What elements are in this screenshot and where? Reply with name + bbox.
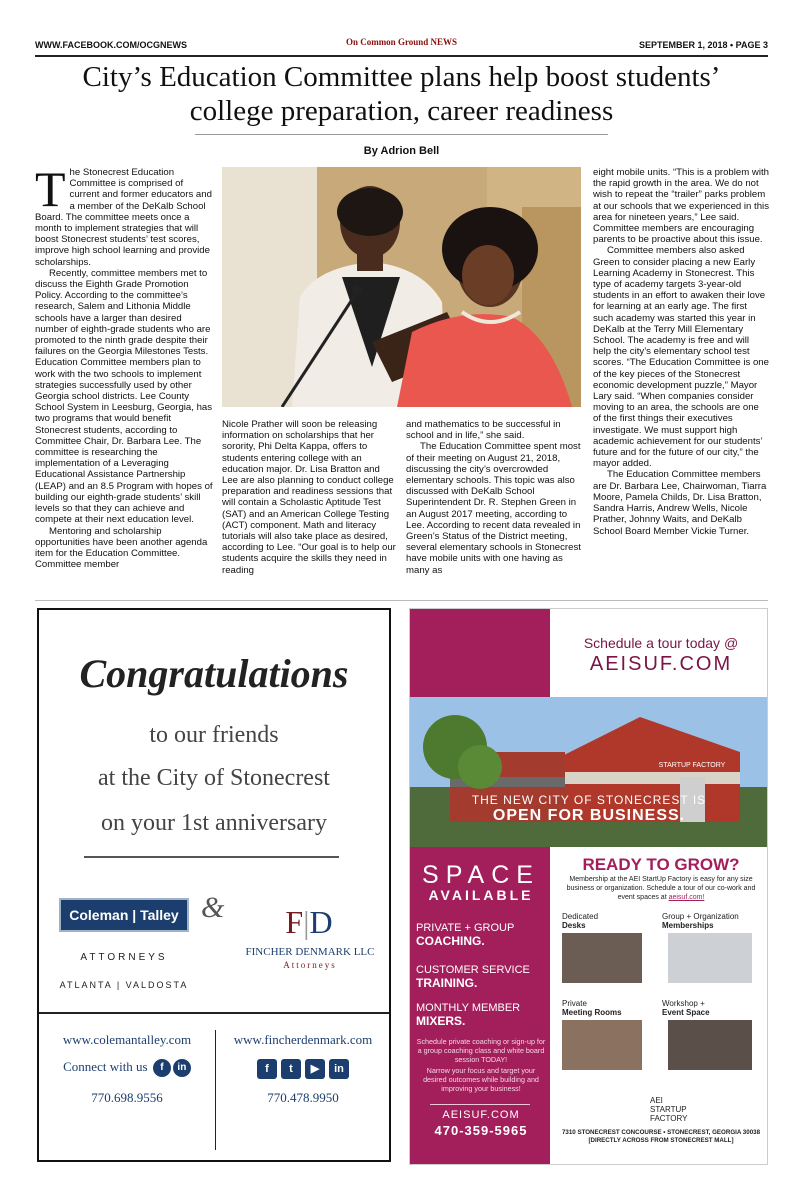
ampersand: & xyxy=(201,891,225,924)
article-column-1 xyxy=(35,161,213,571)
ready-link[interactable]: aeisuf.com! xyxy=(668,894,705,901)
fincher-denmark-name: FINCHER DENMARK LLC xyxy=(245,946,375,958)
training-item: CUSTOMER SERVICE TRAINING. xyxy=(416,964,530,990)
paragraph: Mentoring and scholarship opportunities have been another agenda item for the Education Committee. Committee member xyxy=(35,525,208,571)
fincher-phone: 770.478.9950 xyxy=(267,1090,339,1105)
website-url[interactable]: WWW.FACEBOOK.COM/OCGNEWS xyxy=(35,40,187,50)
article-photo xyxy=(222,167,581,407)
paragraph: The Education Committee members are Dr. Barbara Lee, Chairwoman, Tiarra Moore, Pamela Childs, Dr. Lisa Bratton, Sandra Harris, Andrew Wells, Nicole Prather, Johnny Waits, and DeKalb School Board Member Vickie Turner. xyxy=(593,469,767,537)
ad-divider-2 xyxy=(39,1012,389,1014)
headline-line-1: City’s Education Committee plans help boost students’ xyxy=(82,61,721,93)
meeting-rooms-photo xyxy=(562,1020,642,1070)
feature-memberships: Group + Organization Memberships xyxy=(662,912,739,930)
paragraph: The Education Committee spent most of their meeting on August 21, 2018, discussing the city’s overcrowded elementary schools. This topic was also discussed with DeKalb School Superintendent Dr. R. Stephen Green in an August 2017 meeting, according to Lee. According to recent data revealed in Green’s Status of the District meeting, several elementary schools in Stonecrest have mobile units with one having as many as xyxy=(406,441,581,576)
section-divider xyxy=(35,600,768,601)
paragraph: Committee members also asked Green to consider placing a new Early Learning Academy in Stonecrest. This type of academy targets 3-year-old students in an effort to awaken their love for learning at an early age. The first such academy was started this year in DeKalb at the Terry Mill Elementary School. The academy is free and will help the city’s elementary school test scores. “The Education Committee is one of the key pieces of the Stonecrest economic development puzzle,” Mayor Lary said. “When companies consider moving to an area, the schools are one of the first things their executives investigate. We must support high academic achievement for our students’ future and for the future of our city,” the mayor added. xyxy=(593,245,769,470)
feature-meeting-rooms: Private Meeting Rooms xyxy=(562,999,622,1017)
facebook-icon[interactable]: f xyxy=(153,1059,171,1077)
memberships-photo xyxy=(668,933,752,983)
ready-heading: READY TO GROW? xyxy=(582,855,740,874)
event-space-photo xyxy=(668,1020,752,1070)
coaching-item: PRIVATE + GROUP COACHING. xyxy=(416,922,515,948)
sidebar-divider xyxy=(430,1104,530,1105)
headline-rule xyxy=(195,134,608,135)
fincher-social-icons xyxy=(217,1059,389,1079)
coleman-website[interactable]: www.colemantalley.com xyxy=(62,1032,192,1047)
paragraph: Recently, committee members met to discuss the Eighth Grade Promotion Policy. According to the committee’s research, Salem and Lithonia Middle schools have a larger than desired number of eighth-grade students who are promoted to the ninth grade despite their failures on the Georgia Milestones Tests. Education Committee members plan to work with the two schools to implement strategies successfully used by other Georgia school districts. Lee County School System in Leesburg, Georgia, has two programs that would benefit Stonecrest students, according to Committee Chair, Dr. Barbara Lee. The committee is researching the implementation of a Leveraging Educational Assistance Partnership (LEAP) and an 8.5 Program with hopes of building our eighth-grade students’ skill levels so that they can achieve and compete at their next education level. xyxy=(35,267,213,526)
youtube-icon[interactable]: ▶ xyxy=(305,1059,325,1079)
linkedin-icon[interactable]: in xyxy=(329,1059,349,1079)
mixers-item: MONTHLY MEMBER MIXERS. xyxy=(416,1002,521,1028)
header-rule xyxy=(35,55,768,57)
tour-text: Schedule a tour today @ xyxy=(583,635,739,651)
sidebar-phone: 470-359-5965 xyxy=(434,1123,528,1138)
building-sign: STARTUP FACTORY xyxy=(658,762,726,769)
article-column-4 xyxy=(593,167,769,537)
paragraph: and mathematics to be successful in school and in life,” she said. xyxy=(406,419,561,442)
date-page: SEPTEMBER 1, 2018 • PAGE 3 xyxy=(638,40,768,50)
linkedin-icon[interactable]: in xyxy=(173,1059,191,1077)
open-line: OPEN FOR BUSINESS. xyxy=(492,807,686,824)
paragraph: Nicole Prather will soon be releasing information on scholarships that her sorority, Phi Delta Kappa, offers to students entering college with an education major. Dr. Lisa Bratton and Lee are also planning to conduct college preparation and readiness sessions that will contain a Scholastic Aptitude Test (SAT) and an American College Testing (ACT) component. Math and literacy tutorials will also take place as desired, according to Lee. “Our goal is to help our students acquire the skills they need in reading xyxy=(222,419,396,576)
desks-photo xyxy=(562,933,642,983)
ready-text: Membership at the AEI StartUp Factory is easy for any size business or organization. Schedule a tour of our co-work and event spaces at aeisuf.com! xyxy=(566,876,756,901)
space-heading: SPACE xyxy=(422,861,540,889)
page-header xyxy=(35,37,768,54)
open-for-business-banner xyxy=(410,793,768,825)
available-heading: AVAILABLE xyxy=(428,887,534,903)
byline: By Adrion Bell xyxy=(363,145,440,157)
tour-website[interactable]: AEISUF.COM xyxy=(589,653,733,675)
ad-vertical-divider xyxy=(215,1030,216,1150)
aei-logo: AEI STARTUP FACTORY xyxy=(650,1096,688,1123)
congratulations-ad xyxy=(37,608,391,1162)
coaching-note: Schedule private coaching or sign-up for a group coaching class and white board session TODAY! xyxy=(416,1037,546,1064)
feature-event-space: Workshop + Event Space xyxy=(662,999,710,1017)
drop-cap: T xyxy=(35,161,66,217)
feature-desks: Dedicated Desks xyxy=(562,912,599,930)
congrats-line-2: at the City of Stonecrest xyxy=(98,765,330,791)
congrats-heading: Congratulations xyxy=(79,651,349,696)
congrats-line-1: to our friends xyxy=(149,722,279,748)
fincher-denmark-logo: F|D xyxy=(285,904,333,940)
facebook-icon[interactable]: f xyxy=(257,1059,277,1079)
focus-note: Narrow your focus and target your desired outcomes while building and improving your business! xyxy=(423,1066,539,1093)
article-column-3 xyxy=(406,419,582,576)
headline-line-2: college preparation, career readiness xyxy=(189,95,614,127)
headline xyxy=(30,60,773,128)
city-line: THE NEW CITY OF STONECREST IS xyxy=(471,793,707,807)
article-column-2 xyxy=(222,419,398,576)
photo-women-at-podium xyxy=(222,167,581,407)
twitter-icon[interactable]: t xyxy=(281,1059,301,1079)
fincher-denmark-sub: Attorneys xyxy=(283,960,337,970)
coleman-locations: ATLANTA | VALDOSTA xyxy=(59,980,189,990)
coleman-attorneys-label: ATTORNEYS xyxy=(80,952,168,963)
congrats-line-3: on your 1st anniversary xyxy=(101,810,327,836)
fincher-website[interactable]: www.fincherdenmark.com xyxy=(233,1032,373,1047)
sidebar-website[interactable]: AEISUF.COM xyxy=(442,1109,520,1121)
aei-startup-factory-ad xyxy=(409,608,768,1165)
paragraph: eight mobile units. “This is a problem with the rapid growth in the area. We do not wish to repeat the “trailer” parks problem at our schools that we experienced in this area for nineteen years,” Lee said. Committee members are encouraging parents to be proactive about this issue. xyxy=(593,167,769,246)
coleman-talley-logo: Coleman | Talley xyxy=(59,898,189,932)
connect-with-us: Connect with us f in xyxy=(39,1059,215,1077)
paragraph: The Stonecrest Education Committee is comprised of current and former educators and a member of the DeKalb School Board. The committee meets once a month to implement strategies that will boost Stonecrest students’ test scores, improve high school learning and provide scholarships. xyxy=(35,161,212,268)
aei-address: 7310 STONECREST CONCOURSE • STONECREST, GEORGIA 30038 [DIRECTLY ACROSS FROM STONECREST MALL] xyxy=(561,1129,761,1144)
masthead-logo: On Common Ground NEWS xyxy=(345,37,458,47)
coleman-phone: 770.698.9556 xyxy=(91,1090,163,1105)
ad-divider xyxy=(84,856,339,858)
